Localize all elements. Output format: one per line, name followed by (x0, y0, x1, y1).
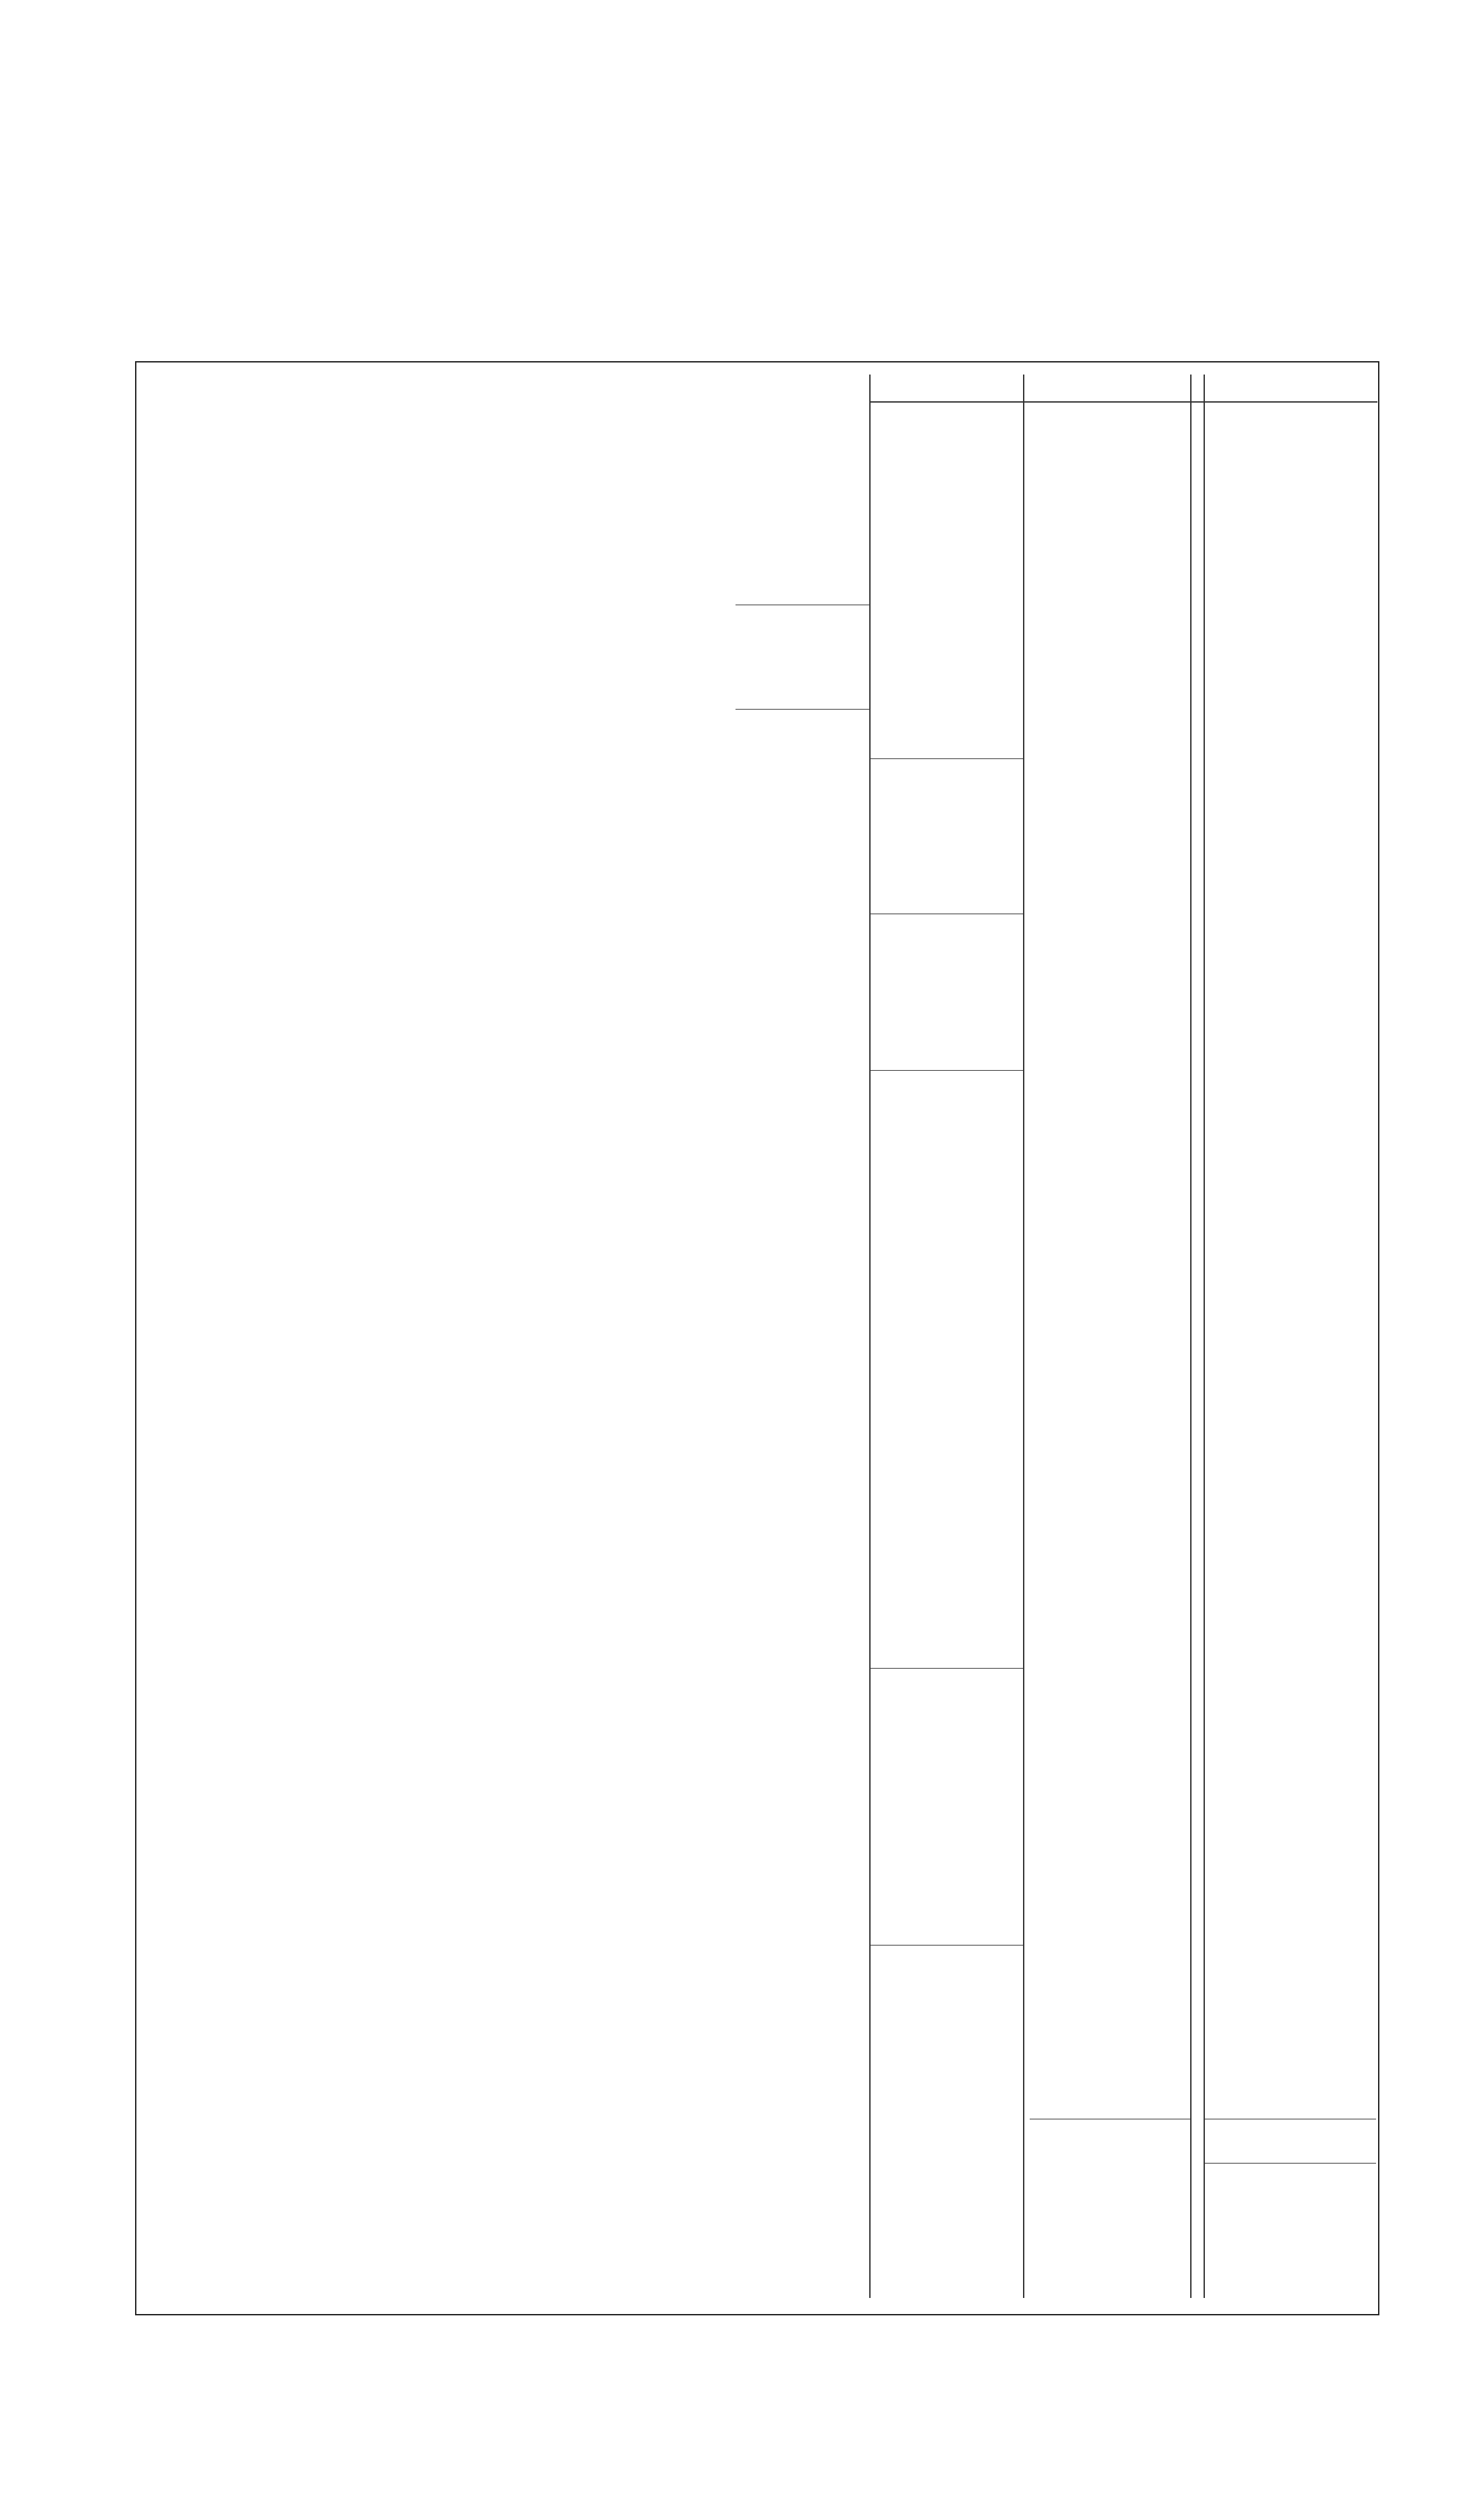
header-rule (869, 401, 1377, 403)
column-rule-4 (1204, 375, 1205, 2298)
column-rule-1 (869, 375, 871, 2298)
subtotal-rule (869, 1668, 1023, 1669)
total-rule (1204, 2163, 1376, 2164)
accounts-table (135, 361, 1379, 2315)
subtotal-rule (869, 1945, 1023, 1946)
subtotal-rule (869, 1070, 1023, 1071)
column-rule-3 (1190, 375, 1192, 2298)
column-rule-2 (1023, 375, 1024, 2298)
subtotal-rule (869, 758, 1023, 759)
subtotal-rule (736, 709, 869, 710)
